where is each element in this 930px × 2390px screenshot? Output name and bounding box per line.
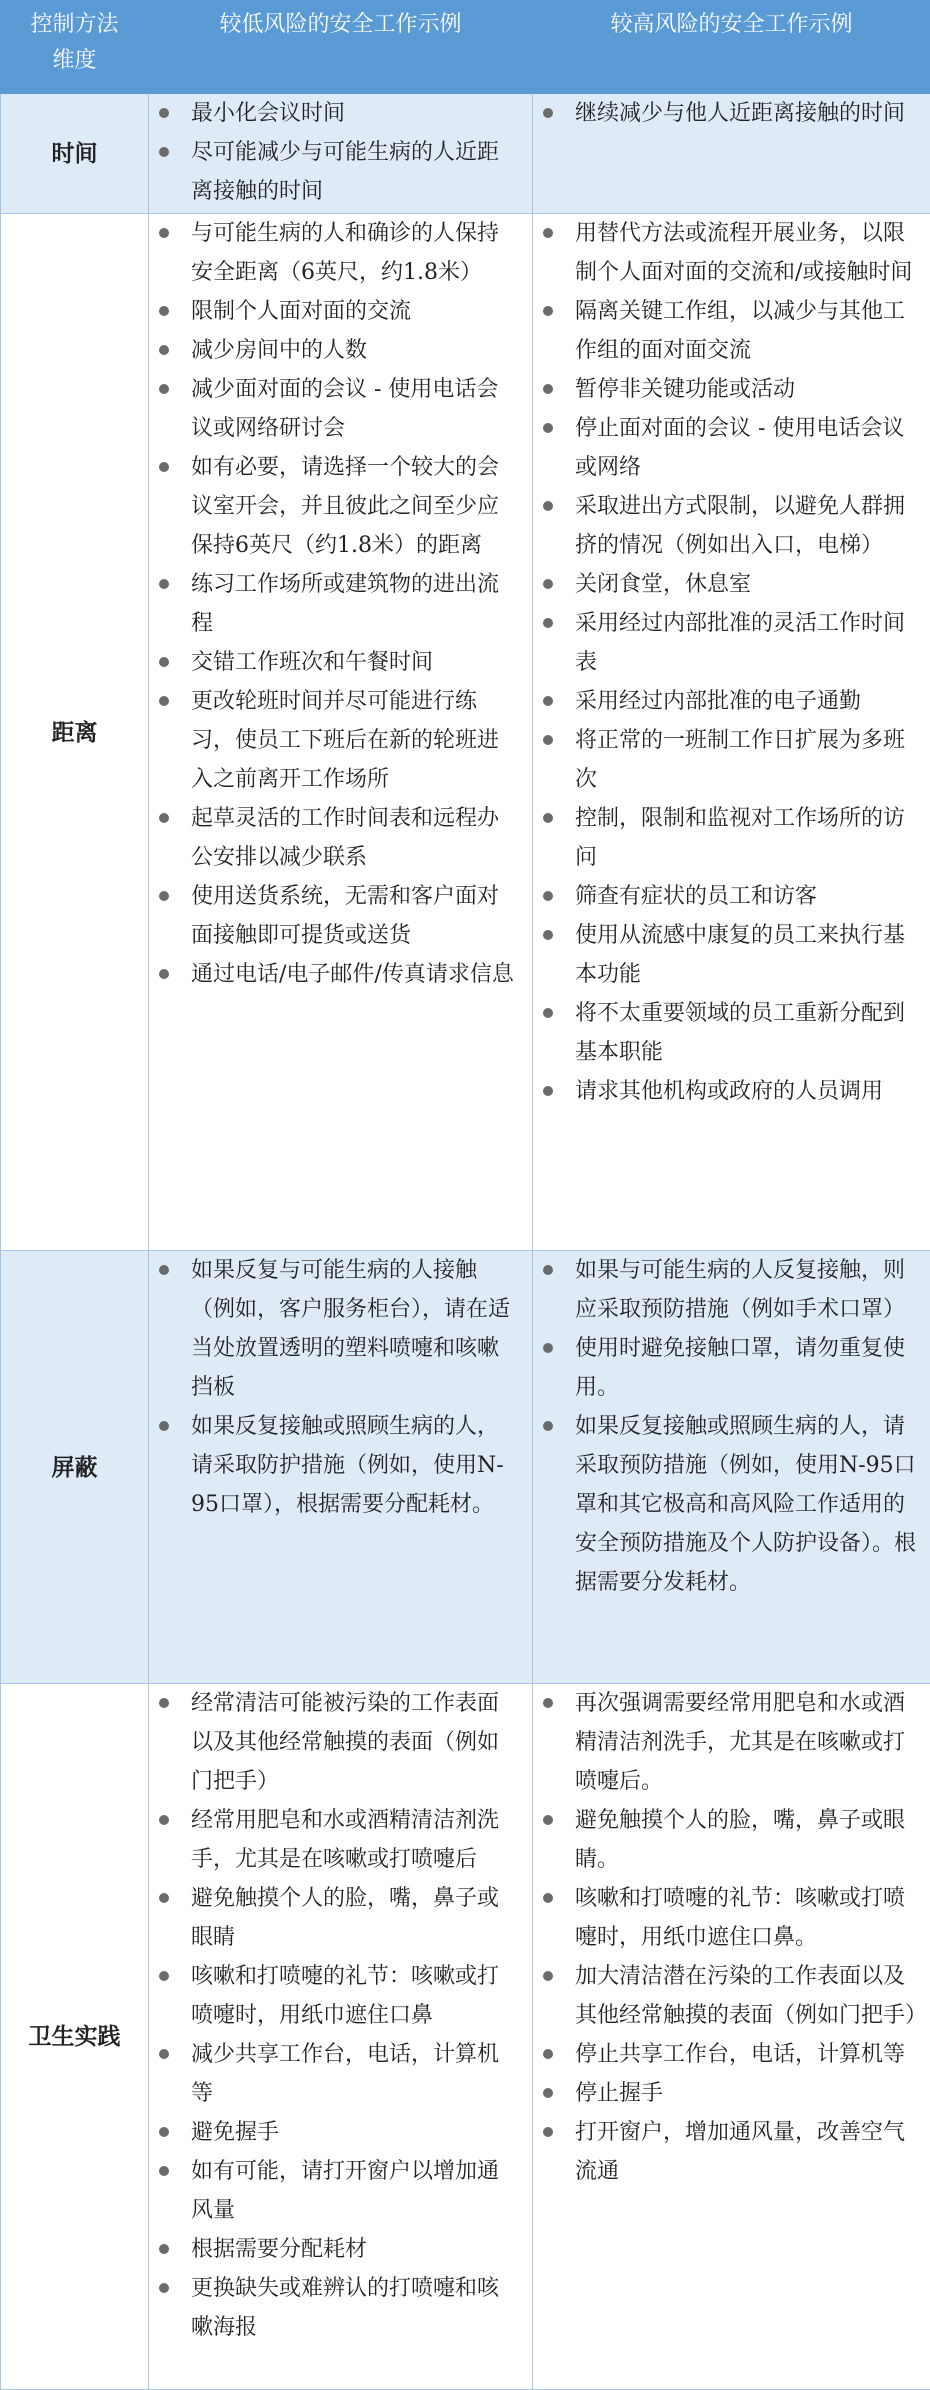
bullet-item: 如有可能，请打开窗户以增加通风量: [149, 2152, 518, 2230]
bullet-item: 避免握手: [149, 2113, 518, 2152]
low-risk-list: [149, 1684, 532, 2347]
bullet-item: 使用从流感中康复的员工来执行基本功能: [533, 916, 916, 994]
category-cell: 时间: [1, 94, 149, 214]
bullet-item: 采取进出方式限制，以避免人群拥挤的情况（例如出入口，电梯）: [533, 487, 916, 565]
high-risk-list: [533, 1251, 930, 1602]
bullet-item: 通过电话/电子邮件/传真请求信息: [149, 955, 518, 994]
table-row: [1, 1684, 930, 2390]
bullet-item: 请求其他机构或政府的人员调用: [533, 1072, 916, 1111]
bullet-item: 采用经过内部批准的灵活工作时间表: [533, 604, 916, 682]
bullet-item: 如果与可能生病的人反复接触，则应采取预防措施（例如手术口罩）: [533, 1251, 916, 1329]
low-risk-list: [149, 1251, 532, 1524]
high-risk-list: [533, 214, 930, 1111]
bullet-item: 经常用肥皂和水或酒精清洁剂洗手，尤其是在咳嗽或打喷嚏后: [149, 1801, 518, 1879]
table-body: [1, 94, 930, 2390]
bullet-item: 减少房间中的人数: [149, 331, 518, 370]
table-row: [1, 1251, 930, 1684]
low-risk-list: [149, 94, 532, 211]
bullet-item: 隔离关键工作组，以减少与其他工作组的面对面交流: [533, 292, 916, 370]
bullet-item: 用替代方法或流程开展业务，以限制个人面对面的交流和/或接触时间: [533, 214, 916, 292]
bullet-item: 使用送货系统，无需和客户面对面接触即可提货或送货: [149, 877, 518, 955]
high-risk-cell: [533, 1251, 930, 1684]
bullet-item: 更换缺失或难辨认的打喷嚏和咳嗽海报: [149, 2269, 518, 2347]
table-row: [1, 214, 930, 1251]
bullet-item: 咳嗽和打喷嚏的礼节：咳嗽或打喷嚏时，用纸巾遮住口鼻。: [533, 1879, 916, 1957]
bullet-item: 最小化会议时间: [149, 94, 518, 133]
bullet-item: 停止握手: [533, 2074, 916, 2113]
bullet-item: 停止面对面的会议 - 使用电话会议或网络: [533, 409, 916, 487]
category-cell: 距离: [1, 214, 149, 1251]
low-risk-cell: [149, 94, 533, 214]
bullet-item: 避免触摸个人的脸，嘴，鼻子或眼睛: [149, 1879, 518, 1957]
high-risk-list: [533, 1684, 930, 2191]
high-risk-cell: [533, 1684, 930, 2390]
bullet-item: 减少面对面的会议 - 使用电话会议或网络研讨会: [149, 370, 518, 448]
category-cell: 卫生实践: [1, 1684, 149, 2390]
bullet-item: 限制个人面对面的交流: [149, 292, 518, 331]
bullet-item: 采用经过内部批准的电子通勤: [533, 682, 916, 721]
bullet-item: 避免触摸个人的脸，嘴，鼻子或眼睛。: [533, 1801, 916, 1879]
bullet-item: 筛查有症状的员工和访客: [533, 877, 916, 916]
bullet-item: 如有必要，请选择一个较大的会议室开会，并且彼此之间至少应保持6英尺（约1.8米）的距离: [149, 448, 518, 565]
category-cell: 屏蔽: [1, 1251, 149, 1684]
bullet-item: 尽可能减少与可能生病的人近距离接触的时间: [149, 133, 518, 211]
bullet-item: 起草灵活的工作时间表和远程办公安排以减少联系: [149, 799, 518, 877]
bullet-item: 将正常的一班制工作日扩展为多班次: [533, 721, 916, 799]
bullet-item: 暂停非关键功能或活动: [533, 370, 916, 409]
bullet-item: 练习工作场所或建筑物的进出流程: [149, 565, 518, 643]
low-risk-cell: [149, 1684, 533, 2390]
header-high-risk: 较高风险的安全工作示例: [533, 1, 930, 94]
bullet-item: 如果反复接触或照顾生病的人，请采取防护措施（例如，使用N-95口罩），根据需要分配耗材。: [149, 1407, 518, 1524]
bullet-item: 更改轮班时间并尽可能进行练习，使员工下班后在新的轮班进入之前离开工作场所: [149, 682, 518, 799]
bullet-item: 打开窗户，增加通风量，改善空气流通: [533, 2113, 916, 2191]
bullet-item: 停止共享工作台，电话，计算机等: [533, 2035, 916, 2074]
bullet-item: 经常清洁可能被污染的工作表面以及其他经常触摸的表面（例如门把手）: [149, 1684, 518, 1801]
high-risk-cell: [533, 214, 930, 1251]
bullet-item: 将不太重要领域的员工重新分配到基本职能: [533, 994, 916, 1072]
bullet-item: 减少共享工作台，电话，计算机等: [149, 2035, 518, 2113]
bullet-item: 根据需要分配耗材: [149, 2230, 518, 2269]
header-control-line2: 维度: [1, 43, 148, 79]
table-row: [1, 94, 930, 214]
bullet-item: 关闭食堂，休息室: [533, 565, 916, 604]
bullet-item: 与可能生病的人和确诊的人保持安全距离（6英尺，约1.8米）: [149, 214, 518, 292]
high-risk-list: [533, 94, 930, 133]
bullet-item: 控制，限制和监视对工作场所的访问: [533, 799, 916, 877]
low-risk-list: [149, 214, 532, 994]
bullet-item: 加大清洁潜在污染的工作表面以及其他经常触摸的表面（例如门把手）: [533, 1957, 916, 2035]
low-risk-cell: [149, 1251, 533, 1684]
bullet-item: 交错工作班次和午餐时间: [149, 643, 518, 682]
high-risk-cell: [533, 94, 930, 214]
header-control-line1: 控制方法: [1, 7, 148, 43]
header-low-risk: 较低风险的安全工作示例: [149, 1, 533, 94]
bullet-item: 继续减少与他人近距离接触的时间: [533, 94, 916, 133]
header-row: [1, 1, 930, 94]
bullet-item: 如果反复接触或照顾生病的人，请采取预防措施（例如，使用N-95口罩和其它极高和高风险工作适用的安全预防措施及个人防护设备）。根据需要分发耗材。: [533, 1407, 916, 1602]
header-control-dimension: [1, 1, 149, 94]
bullet-item: 如果反复与可能生病的人接触（例如，客户服务柜台），请在适当处放置透明的塑料喷嚏和咳嗽挡板: [149, 1251, 518, 1407]
bullet-item: 咳嗽和打喷嚏的礼节：咳嗽或打喷嚏时，用纸巾遮住口鼻: [149, 1957, 518, 2035]
bullet-item: 使用时避免接触口罩，请勿重复使用。: [533, 1329, 916, 1407]
low-risk-cell: [149, 214, 533, 1251]
bullet-item: 再次强调需要经常用肥皂和水或酒精清洁剂洗手，尤其是在咳嗽或打喷嚏后。: [533, 1684, 916, 1801]
